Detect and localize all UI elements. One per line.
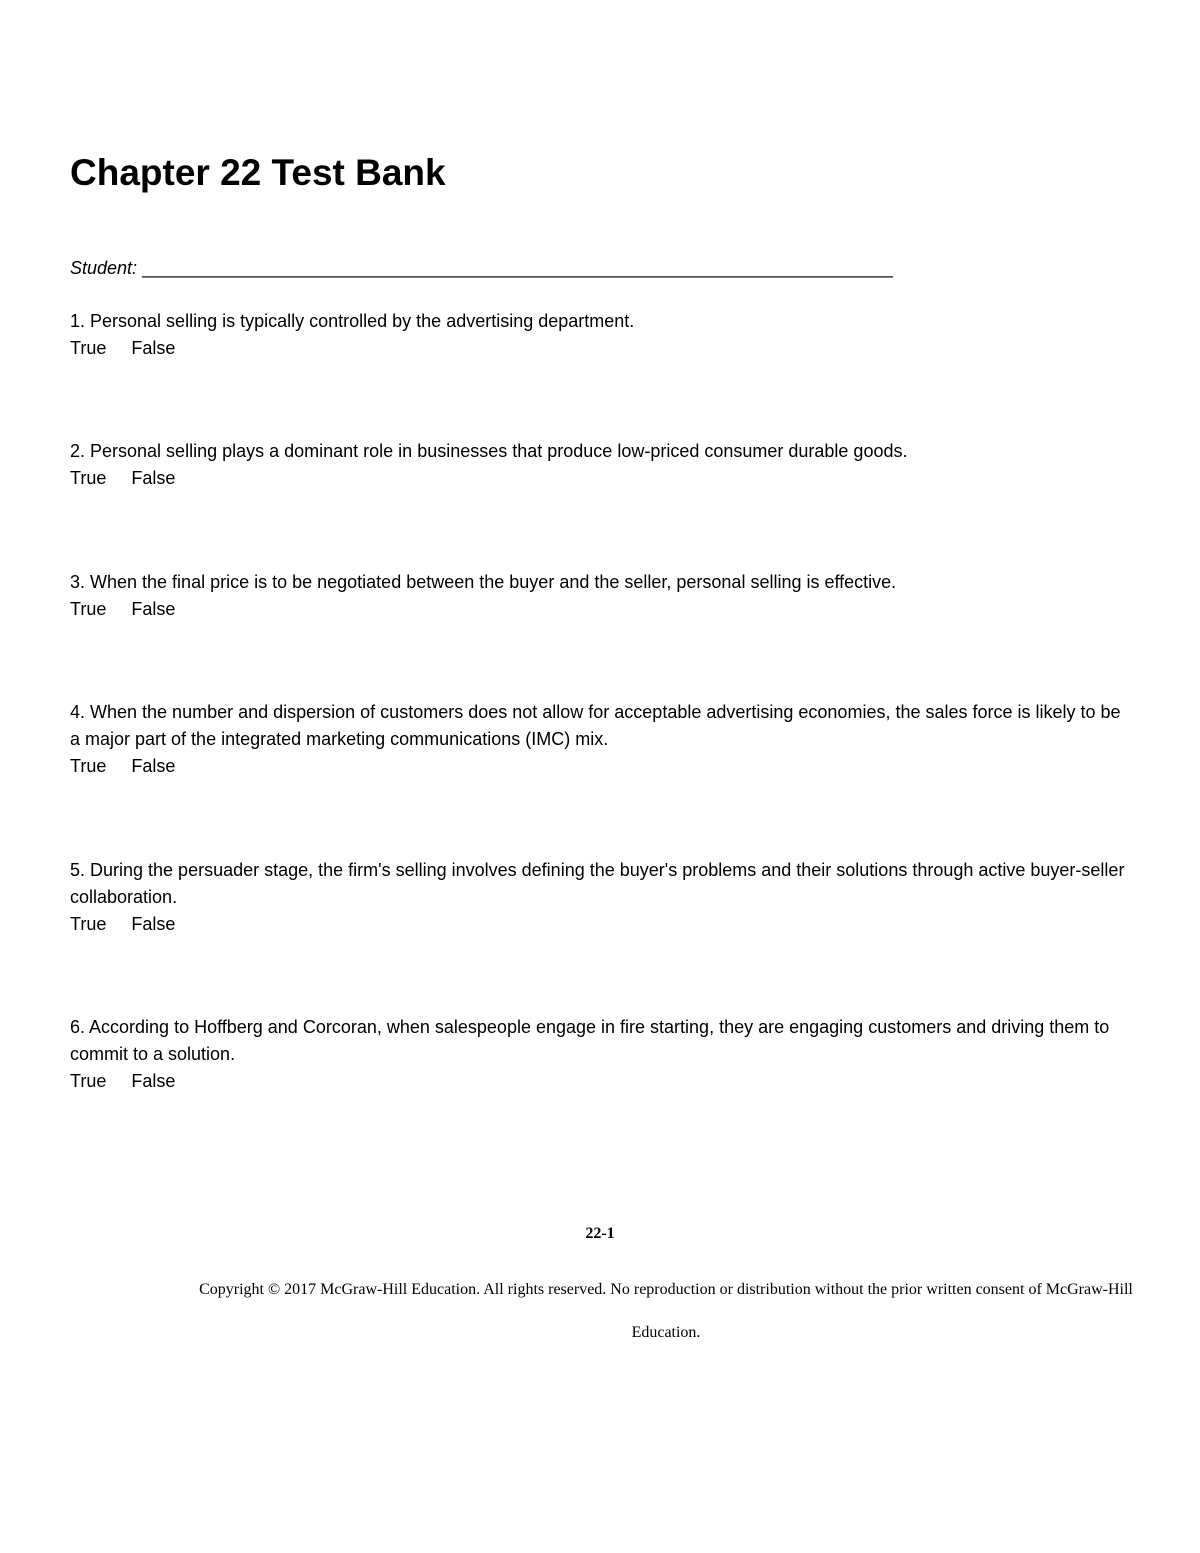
choice-false[interactable]: False xyxy=(131,338,176,358)
choice-false[interactable]: False xyxy=(131,468,176,488)
student-name-line xyxy=(70,255,893,281)
answer-choices xyxy=(70,335,1130,362)
question-3 xyxy=(70,569,1130,623)
question-text: 1. Personal selling is typically controlled by the advertising department. xyxy=(70,311,635,331)
student-name-blank[interactable]: ___________________________________________________________________________ xyxy=(142,258,893,278)
answer-choices xyxy=(70,1068,1130,1095)
choice-true[interactable]: True xyxy=(70,338,107,358)
answer-choices xyxy=(70,753,1130,780)
question-text: 5. During the persuader stage, the firm's selling involves defining the buyer's problems and their solutions through active buyer-seller collaboration. xyxy=(70,860,1125,907)
choice-true[interactable]: True xyxy=(70,756,107,776)
question-text: 2. Personal selling plays a dominant role in businesses that produce low-priced consumer durable goods. xyxy=(70,441,908,461)
choice-true[interactable]: True xyxy=(70,468,107,488)
choice-true[interactable]: True xyxy=(70,599,107,619)
question-6 xyxy=(70,1014,1130,1095)
question-text: 4. When the number and dispersion of customers does not allow for acceptable advertising economies, the sales force is likely to be a major part of the integrated marketing communications (IMC) mix. xyxy=(70,702,1121,749)
question-text: 3. When the final price is to be negotiated between the buyer and the seller, personal selling is effective. xyxy=(70,572,897,592)
choice-false[interactable]: False xyxy=(131,914,176,934)
answer-choices xyxy=(70,596,1130,623)
question-5 xyxy=(70,857,1130,938)
question-2 xyxy=(70,438,1130,492)
choice-false[interactable]: False xyxy=(131,1071,176,1091)
choice-false[interactable]: False xyxy=(131,756,176,776)
question-4 xyxy=(70,699,1130,780)
question-1 xyxy=(70,308,1130,362)
page-title: Chapter 22 Test Bank xyxy=(70,152,446,193)
choice-false[interactable]: False xyxy=(131,599,176,619)
student-label: Student: xyxy=(70,258,138,278)
copyright-notice: Copyright © 2017 McGraw-Hill Education. All rights reserved. No reproduction or distribution without the prior written consent of McGraw-Hill Education. xyxy=(199,1281,1133,1341)
choice-true[interactable]: True xyxy=(70,1071,107,1091)
answer-choices xyxy=(70,911,1130,938)
page-number: 22-1 xyxy=(585,1225,615,1242)
question-text: 6. According to Hoffberg and Corcoran, when salespeople engage in fire starting, they are engaging customers and driving them to commit to a solution. xyxy=(70,1017,1110,1064)
answer-choices xyxy=(70,465,1130,492)
choice-true[interactable]: True xyxy=(70,914,107,934)
